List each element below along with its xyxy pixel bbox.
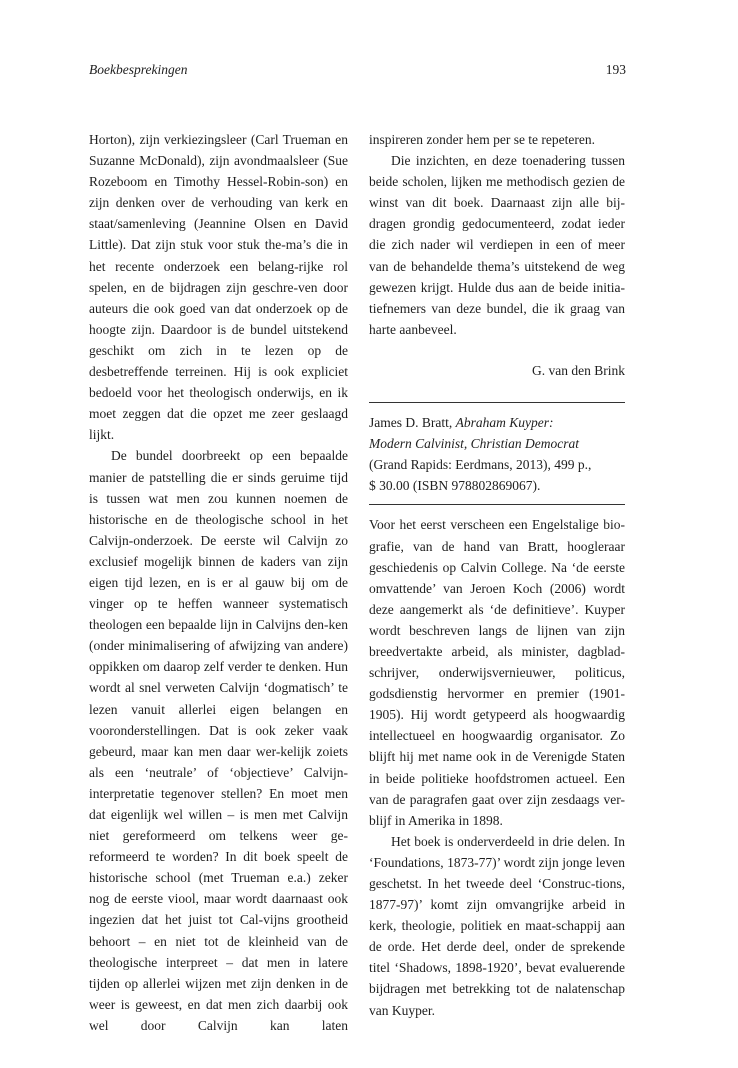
paragraph: Die inzichten, en deze toenadering tussen beide scholen, lijken me methodisch gezien de winst van dit boek. Daarnaast zijn alle bij-dragen grondig gedocumenteerd, zodat ieder die zich nader wil verdiepen in een of meer van de behandelde thema’s uitstekend de weg gewezen krijgt. Hulde dus aan de beide initia-tiefnemers van deze bundel, die ik graag van harte aanbeveel. bbox=[369, 153, 625, 337]
paragraph: Voor het eerst verscheen een Engelstalige bio-grafie, van de hand van Bratt, hoogleraar geschiedenis op Calvin College. Na ‘de eerste omvattende’ van Jeroen Koch (2006) wordt deze aangemerkt als ‘de definitieve’. Kuyper wordt beschreven langs de lijnen van zijn breedvertakte arbeid, als minister, dagblad-schrijver, onderwijsvernieuwer, politicus, godsdienstig hervormer en premier (1901-1905). Hij wordt getypeerd als hoogwaardig intellectueel en hoogwaardig organisator. Zo blijft hij met name ook in de Verenigde Staten in beide politieke hoofdstromen actueel. Een van de paragrafen gaat over zijn zesdaags ver-blijf in Amerika in 1898. bbox=[369, 517, 625, 828]
book-subtitle: Modern Calvinist, Christian Democrat bbox=[369, 436, 579, 452]
book-publication: (Grand Rapids: Eerdmans, 2013), 499 p., bbox=[369, 457, 592, 473]
running-title: Boekbesprekingen bbox=[89, 62, 188, 77]
book-price-isbn: $ 30.00 (ISBN 978802869067). bbox=[369, 478, 541, 494]
book-title: Abraham Kuyper: bbox=[455, 415, 554, 431]
page-number: 193 bbox=[605, 62, 626, 77]
book-author-title-line bbox=[369, 412, 625, 433]
divider bbox=[369, 504, 625, 505]
paragraph: inspireren zonder hem per se te repeteren. bbox=[369, 132, 596, 147]
paragraph: Horton), zijn verkiezingsleer (Carl Trueman en Suzanne McDonald), zijn avondmaalsleer (Sue Rozeboom en Timothy Hessel-Robin-son) en zijn denken over de verhouding van kerk en staat/samenleving (Jeannine Olsen en David Little). Dat zijn stuk voor stuk the-ma’s die in het recente onderzoek een belang-rijke rol spelen, en de bijdragen zijn geschre-ven door auteurs die ook goed van dat onderzoek op de hoogte zijn. Daardoor is de bundel uitstekend geschikt om zich in te lezen op de desbetreffende terreinen. Hij is ook expliciet bedoeld voor het theologisch onderwijs, en ik moet zeggen dat die opzet me zeer geslaagd lijkt. bbox=[89, 132, 348, 443]
paragraph: De bundel doorbreekt op een bepaalde manier de patstelling die er sinds geruime tijd is tussen wat men zou kunnen noemen de historische en de theologische school in het Calvijn-onderzoek. De eerste wil Calvijn zo exclusief mogelijk binnen de kaders van zijn eigen tijd lezen, en is er al gauw bij om de vinger op te heffen wanneer systematisch theologen een bepaalde lijn in Calvijns den-ken (onder minimalisering of afwijzing van andere) oppikken om daarop zelf verder te denken. Hun wordt al snel verweten Calvijn ‘dogmatisch’ te lezen vanuit allerlei eigen belangen en vooronderstellingen. Dat is ook zeker vaak gebeurd, maar kan men daar wer-kelijk zoiets als een ‘neutrale’ of ‘objectieve’ Calvijn-interpretatie tegenover stellen? En moet men dat eigenlijk wel willen – is men met Calvijn niet gereformeerd om telkens weer ge-reformeerd te worden? In dit boek speelt de historische school (met Trueman e.a.) zeker nog de eerste viool, maar wordt daarnaast ook ingezien dat het juist tot Cal-vijns grootheid behoort – en niet tot de kleinheid van de theologische interpreet – dat men in latere tijden op allerlei wijzen met zijn denken in de weer is geweest, en dat men zich daarbij ook wel door Calvijn kan laten bbox=[89, 448, 348, 1033]
reviewer-signature: G. van den Brink bbox=[532, 362, 625, 378]
divider bbox=[369, 402, 625, 403]
review-heading bbox=[369, 412, 625, 496]
right-column bbox=[369, 129, 625, 1021]
paragraph: Het boek is onderverdeeld in drie delen. In ‘Foundations, 1873-77)’ wordt zijn jonge leven geschetst. In het tweede deel ‘Construc-tions, 1877-97)’ komt zijn omvangrijke arbeid in kerk, theologie, politiek en maat-schappij aan de orde. Het derde deel, onder de sprekende titel ‘Shadows, 1898-1920’, bevat evaluerende bijdragen met betrekking tot de nalatenschap van Kuyper. bbox=[369, 833, 625, 1018]
book-author: James D. Bratt, bbox=[369, 415, 453, 431]
left-column bbox=[89, 129, 348, 1036]
